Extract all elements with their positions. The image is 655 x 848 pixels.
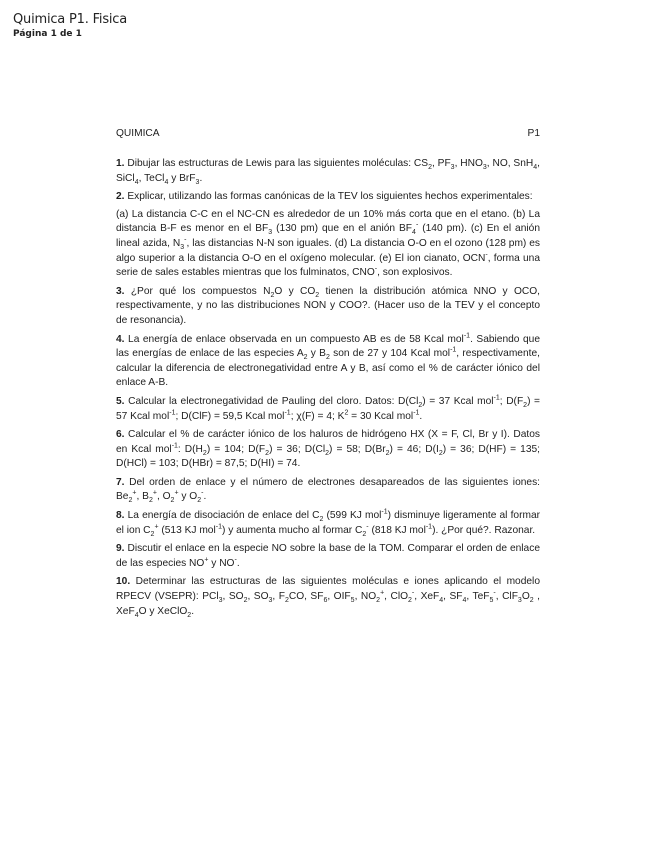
- question-text: [116, 575, 540, 619]
- document-heading: [116, 127, 540, 141]
- question-number: 5.: [116, 395, 125, 407]
- question-number: 7.: [116, 476, 125, 488]
- question-text: [116, 395, 540, 424]
- question-body: Calcular el % de carácter iónico de los haluros de hidrógeno HX (X = F, Cl, Br y I). Datos en Kcal mol$^{-1}$: $D(H_2) = 104$; $D(F_2) = 36$; $D(Cl_2) = 58$; $D(Br_2) = 46$; $D(I_2) = 36$; D(HF) = 135; D(HCl) = 103; D(HBr) = 87,5; D(HI) = 74.: [116, 429, 541, 470]
- question-8: [116, 509, 540, 538]
- question-body: ¿Por qué los compuestos $N_2O$ y $CO_2$ tienen la distribución atómica NNO y OCO, respectivamente, y no las distribuciones NON y COO?. (Hacer uso de la TEV y el concepto de resonancia).: [116, 285, 540, 326]
- question-text: [116, 509, 540, 538]
- question-number: 10.: [116, 576, 131, 588]
- question-text: [116, 190, 540, 205]
- question-2: [116, 190, 540, 281]
- question-number: 1.: [116, 158, 125, 169]
- question-body: Explicar, utilizando las formas canónicas de la TEV los siguientes hechos experimentales:: [127, 191, 533, 203]
- question-5: [116, 395, 540, 424]
- question-body: La energía de disociación de enlace del $C_2$ (599 KJ mol$^{-1}$) disminuye ligeramente al formar el ion $C_2^+$ (513 KJ mol$^{-1}$) y aumenta mucho al formar $C_2^-$ (818 KJ mol$^{-1}$). ¿Por qué?. Razonar.: [116, 508, 541, 538]
- question-3: [116, 285, 540, 329]
- viewer-header: [13, 12, 127, 41]
- question-body: (a) La distancia C-C en el NC-CN es alrededor de un 10% más corta que en el etano. (b) La distancia B-F es menor en el $BF_3$ (130 pm) que en el anión $BF_4^-$ (140 pm). (c) En el anión lineal azida, $N_3^-$, las distancias N-N son iguales. (d) La distancia O-O en el ozono (128 pm) es algo superior a la distancia O-O en el oxígeno molecular. (e) El ion cianato, OCN-, forma una serie de sales estables mientras que los fulminatos, CNO-, son explosivos.: [116, 208, 541, 279]
- question-6: [116, 428, 540, 472]
- question-number: 8.: [116, 510, 125, 522]
- question-body: Del orden de enlace y el número de electrones desapareados de las siguientes iones: $Be_2^+$, $B_2^+$, $O_2^+$ y $O_2^-$.: [116, 476, 540, 505]
- question-4: [116, 333, 540, 391]
- document-page: [116, 127, 540, 623]
- question-body: Discutir el enlace en la especie NO sobre la base de la TOM. Comparar el orden de enlace de las especies NO+ y NO-.: [116, 543, 540, 569]
- page-indicator: Página 1 de 1: [13, 29, 82, 39]
- question-text: [116, 333, 540, 391]
- question-text: [116, 285, 540, 329]
- question-7: [116, 476, 540, 505]
- subject-label: QUIMICA: [116, 128, 160, 139]
- question-list: [116, 157, 540, 619]
- question-body: La energía de enlace observada en un compuesto AB es de 58 Kcal mol$^{-1}$. Sabiendo que las energías de enlace de las especies $A_2$ y $B_2$ son de 27 y 104 Kcal mol$^{-1}$, respectivamente, calcular la diferencia de electronegatividad entre A y B, así como el % de carácter iónico del enlace A-B.: [116, 332, 540, 389]
- question-9: [116, 542, 540, 571]
- problem-set-label: P1: [527, 128, 540, 139]
- question-number: 3.: [116, 285, 125, 297]
- question-number: 9.: [116, 543, 125, 555]
- question-number: 4.: [116, 333, 125, 345]
- question-body: Dibujar las estructuras de Lewis para las siguientes moléculas: $CS_2$, $PF_3$, $HNO_3$, NO, SnH$_4$, SiCl$_4$, TeCl$_4$ y BrF$_3$.: [116, 158, 540, 186]
- question-body: Determinar las estructuras de las siguientes moléculas e iones aplicando el modelo RPECV (VSEPR): PCl$_3$, $SO_2$, $SO_3$, $F_2CO$, $SF_6$, $OIF_5$, $NO_2^+$, ClO$_2$-, XeF$_4$, $SF_4$, TeF$_5$-, $ClF_3O_2$ , XeF$_4$O y XeClO$_2$.: [116, 576, 540, 619]
- question-10: [116, 575, 540, 619]
- question-1: [116, 157, 540, 186]
- question-text: [116, 428, 540, 472]
- document-title: Quimica P1. Fisica: [13, 12, 128, 27]
- question-text: [116, 157, 540, 186]
- question-text: [116, 542, 540, 571]
- question-number: 2.: [116, 191, 125, 203]
- question-text: [116, 476, 540, 505]
- question-body: Calcular la electronegatividad de Pauling del cloro. Datos: $D(Cl_2) = 37$ Kcal mol$^{-1}$; $D(F_2) = 57$ Kcal mol$^{-1}$; D(ClF) = 59,5 Kcal mol$^{-1}$; χ(F) = 4; $K^2 = 30$ Kcal mol$^{-1}$.: [116, 394, 541, 422]
- question-text: [116, 208, 540, 281]
- question-number: 6.: [116, 429, 125, 441]
